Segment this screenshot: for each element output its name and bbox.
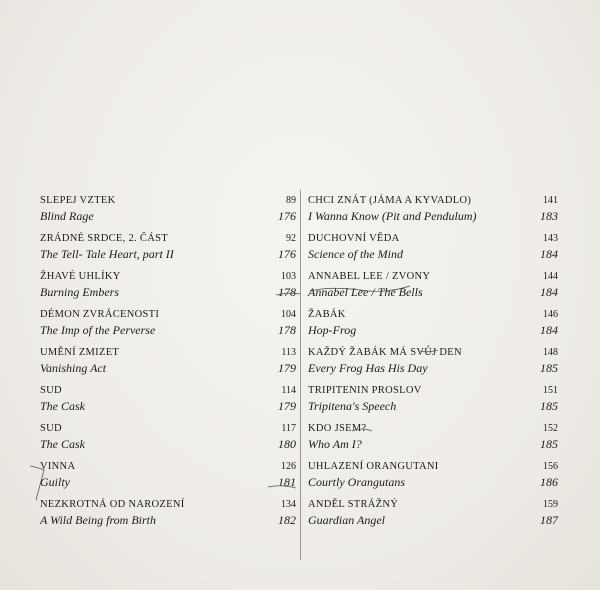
czech-title: SUD [40, 423, 62, 434]
czech-page-number: 89 [286, 195, 296, 206]
english-title: The Imp of the Perverse [40, 323, 156, 337]
czech-title: DÉMON ZVRÁCENOSTI [40, 309, 160, 320]
czech-title: DUCHOVNÍ VĚDA [308, 233, 400, 244]
toc-entry [40, 496, 296, 534]
english-page-number: 184 [540, 323, 558, 337]
toc-left-column [40, 192, 296, 534]
english-page-number: 184 [540, 247, 558, 261]
toc-entry [40, 306, 296, 344]
czech-title: ŽABÁK [308, 309, 346, 320]
czech-title: KAŽDÝ ŽABÁK MÁ SVŮJ DEN [308, 347, 462, 358]
english-page-number: 181 [278, 475, 296, 489]
czech-title: UHLAZENÍ ORANGUTANI [308, 461, 439, 472]
english-page-number: 179 [278, 361, 296, 375]
toc-entry [40, 344, 296, 382]
english-title: Who Am I? [308, 437, 362, 451]
english-page-number: 182 [278, 513, 296, 527]
english-title: I Wanna Know (Pit and Pendulum) [308, 209, 477, 223]
czech-title: ANNABEL LEE / ZVONY [308, 271, 431, 282]
english-title: Guardian Angel [308, 513, 385, 527]
toc-entry [40, 230, 296, 268]
column-divider [300, 190, 301, 560]
toc-entry [308, 306, 558, 344]
czech-page-number: 156 [543, 461, 558, 472]
english-title: Every Frog Has His Day [308, 361, 428, 375]
toc-entry [40, 458, 296, 496]
czech-page-number: 151 [543, 385, 558, 396]
czech-page-number: 143 [543, 233, 558, 244]
english-title: A Wild Being from Birth [40, 513, 156, 527]
english-title: Burning Embers [40, 285, 119, 299]
english-page-number: 185 [540, 361, 558, 375]
english-title: Hop-Frog [308, 323, 357, 337]
toc-entry [308, 496, 558, 534]
english-page-number: 183 [540, 209, 558, 223]
czech-page-number: 117 [281, 423, 296, 434]
english-title: Vanishing Act [40, 361, 107, 375]
czech-title: NEZKROTNÁ OD NAROZENÍ [40, 499, 185, 510]
toc-entry [308, 420, 558, 458]
toc-entry [308, 458, 558, 496]
czech-page-number: 144 [543, 271, 558, 282]
czech-title: SLEPEJ VZTEK [40, 195, 116, 206]
english-title: The Cask [40, 437, 85, 451]
czech-page-number: 148 [543, 347, 558, 358]
toc-entry [308, 344, 558, 382]
toc-entry [308, 268, 558, 306]
english-title: Blind Rage [40, 209, 94, 223]
english-title: Annabel Lee / The Bells [308, 285, 423, 299]
toc-entry [40, 192, 296, 230]
czech-title: VINNA [40, 461, 76, 472]
toc-entry [40, 382, 296, 420]
czech-title: CHCI ZNÁT (JÁMA A KYVADLO) [308, 195, 472, 206]
english-page-number: 180 [278, 437, 296, 451]
czech-title: ANDĚL STRÁŽNÝ [308, 499, 399, 510]
czech-page-number: 141 [543, 195, 558, 206]
english-page-number: 178 [278, 323, 296, 337]
czech-page-number: 159 [543, 499, 558, 510]
english-title: Guilty [40, 475, 70, 489]
czech-title: ZRÁDNÉ SRDCE, 2. ČÁST [40, 233, 168, 244]
czech-title: TRIPITENIN PROSLOV [308, 385, 422, 396]
czech-title: UMĚNÍ ZMIZET [40, 347, 120, 358]
czech-page-number: 126 [281, 461, 296, 472]
czech-page-number: 92 [286, 233, 296, 244]
toc-entry [308, 192, 558, 230]
english-page-number: 185 [540, 437, 558, 451]
english-title: The Tell- Tale Heart, part II [40, 247, 174, 261]
toc-entry [40, 268, 296, 306]
czech-title: KDO JSEM? [308, 423, 367, 434]
czech-page-number: 113 [281, 347, 296, 358]
english-title: Courtly Orangutans [308, 475, 406, 489]
english-page-number: 185 [540, 399, 558, 413]
czech-page-number: 104 [281, 309, 296, 320]
czech-page-number: 103 [281, 271, 296, 282]
english-title: Tripitena's Speech [308, 399, 397, 413]
czech-page-number: 114 [281, 385, 296, 396]
czech-title: ŽHAVÉ UHLÍKY [40, 271, 121, 282]
english-page-number: 179 [278, 399, 296, 413]
czech-page-number: 134 [281, 499, 296, 510]
toc-entry [308, 230, 558, 268]
english-page-number: 178 [278, 285, 296, 299]
english-page-number: 176 [278, 209, 296, 223]
czech-page-number: 152 [543, 423, 558, 434]
czech-page-number: 146 [543, 309, 558, 320]
english-page-number: 176 [278, 247, 296, 261]
toc-right-column [308, 192, 558, 534]
english-page-number: 186 [540, 475, 558, 489]
english-page-number: 187 [540, 513, 558, 527]
english-title: Science of the Mind [308, 247, 403, 261]
czech-title: SUD [40, 385, 62, 396]
toc-entry [308, 382, 558, 420]
toc-entry [40, 420, 296, 458]
english-page-number: 184 [540, 285, 558, 299]
english-title: The Cask [40, 399, 85, 413]
